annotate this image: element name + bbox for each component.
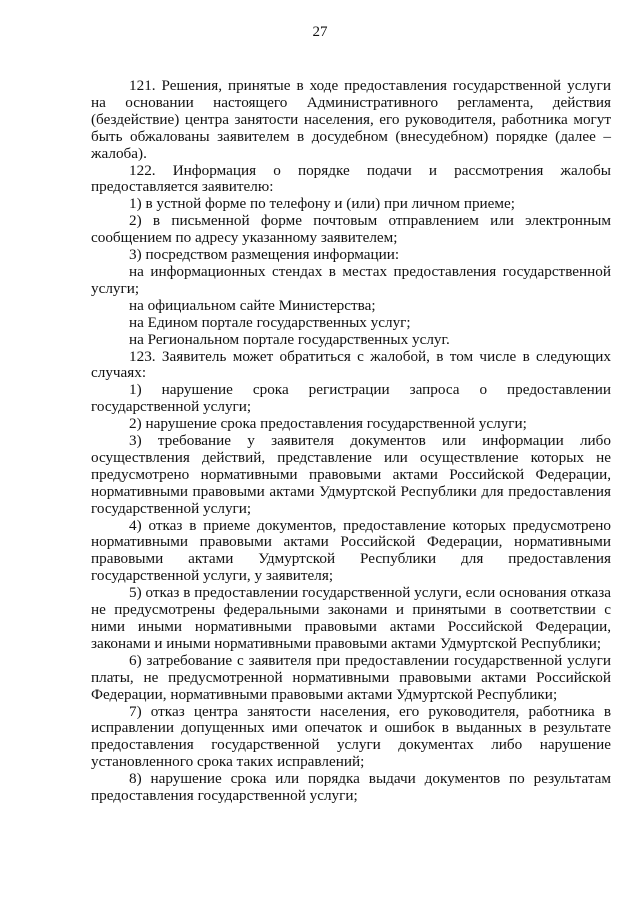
list-item-123-2: 2) нарушение срока предоставления государственной услуги; <box>129 415 527 433</box>
list-subitem-ministry-site: на официальном сайте Министерства; <box>129 296 376 314</box>
list-item-123-4: 4) отказ в приеме документов, предоставление которых предусмотрено нормативными правовыми актами Российской Федерации, нормативными правовыми актами Удмуртской Республики для предоставления государственной услуги, у заявителя; <box>91 516 611 585</box>
paragraph-121: 121. Решения, принятые в ходе предоставления государственной услуги на основании настоящего Административного регламента, действия (бездействие) центра занятости населения, его руководителя, работника могут быть обжалованы заявителем в досудебном (внесудебном) порядке (далее – жалоба). <box>91 77 611 162</box>
paragraph-122: 122. Информация о порядке подачи и рассмотрения жалобы предоставляется заявителю: <box>91 161 611 196</box>
list-item-122-2: 2) в письменной форме почтовым отправлением или электронным сообщением по адресу указанному заявителем; <box>91 212 611 247</box>
list-item-123-3: 3) требование у заявителя документов или информации либо осуществления действий, представление или осуществление которых не предусмотрено нормативными правовыми актами Российской Федерации, нормативными правовыми актами Удмуртской Республики для предоставления государственной услуги; <box>91 432 611 517</box>
list-item-123-8: 8) нарушение срока или порядка выдачи документов по результатам предоставления государственной услуги; <box>91 770 611 805</box>
list-item-122-3: 3) посредством размещения информации: <box>129 246 400 264</box>
document-body <box>91 78 611 805</box>
list-item-123-1: 1) нарушение срока регистрации запроса о предоставлении государственной услуги; <box>91 381 611 416</box>
page-number: 27 <box>312 24 328 40</box>
list-subitem-unified-portal: на Едином портале государственных услуг; <box>129 313 411 331</box>
list-item-123-7: 7) отказ центра занятости населения, его руководителя, работника в исправлении допущенных ими опечаток и ошибок в выданных в результате предоставления государственной услуги документах либо нарушение установленного срока таких исправлений; <box>91 702 611 771</box>
list-subitem-stands: на информационных стендах в местах предоставления государственной услуги; <box>91 262 611 297</box>
list-subitem-regional-portal: на Региональном портале государственных услуг. <box>129 330 450 348</box>
paragraph-123: 123. Заявитель может обратиться с жалобой, в том числе в следующих случаях: <box>91 347 611 382</box>
list-item-123-5: 5) отказ в предоставлении государственной услуги, если основания отказа не предусмотрены федеральными законами и принятыми в соответствии с ними иными нормативными правовыми актами Российской Федерации, законами и иными нормативными правовыми актами Удмуртской Республики; <box>91 584 611 652</box>
list-item-123-6: 6) затребование с заявителя при предоставлении государственной услуги платы, не предусмотренной нормативными правовыми актами Российской Федерации, нормативными правовыми актами Удмуртской Республики; <box>91 651 611 703</box>
list-item-122-1: 1) в устной форме по телефону и (или) при личном приеме; <box>129 195 515 213</box>
